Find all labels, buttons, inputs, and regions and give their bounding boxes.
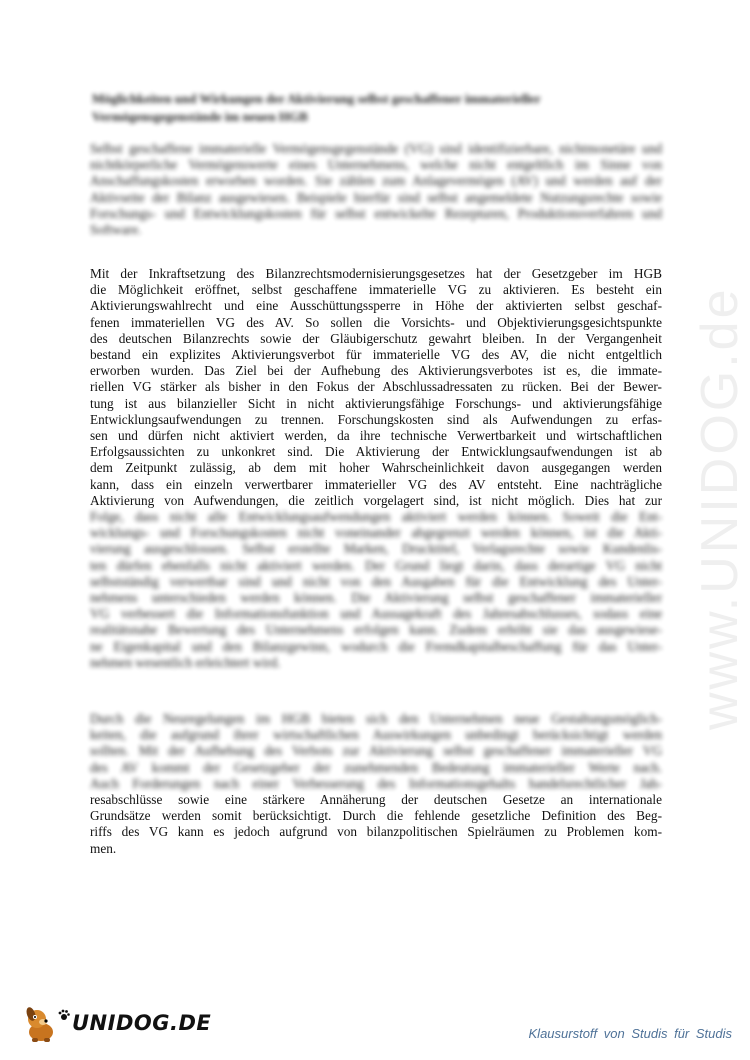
text-line: Mit der Inkraftsetzung des Bilanzrechtsmodernisierungsgesetzes hat der Gesetzgeber im HGB xyxy=(90,266,662,281)
text-line: Entwicklungsaufwendungen zu trennen. Forschungskosten sind als Aufwendungen zu erfas- xyxy=(90,411,662,427)
text-line: selbstständig verwertbar sind und nicht von den Ausgaben für die Entwicklung des Unter- xyxy=(90,573,662,589)
paragraph-main xyxy=(90,266,662,671)
paragraph-intro: Selbst geschaffene immaterielle Vermögensgegenstände (VG) sind identifizierbare, nichtmonetäre und nichtkörperliche Vermögenswerte eines Unternehmens, welche nicht entgeltlich im Sinne von Anschaffungskosten erworben worden. Sie zählen zum Anlagevermögen (AV) und werden auf der Aktivseite der Bilanz ausgewiesen. Beispiele hierfür sind selbst angemeldete Nutzungsrechte sowie Forschungs- und Entwicklungskosten für selbst entwickelte Rezepturen, Produktionsverfahren und Software. xyxy=(90,141,662,238)
text-line: realitätsnahe Bewertung des Unternehmens erfolgen kann. Zudem erhöht sie das ausgewiese- xyxy=(90,622,662,638)
paw-print-icon xyxy=(58,1009,70,1021)
text-line: men. xyxy=(90,840,117,856)
blurred-text-block xyxy=(90,711,662,792)
text-line: die Möglichkeit eröffnet, selbst geschaffene immaterielle VG zu aktivieren. Es besteht ein xyxy=(90,282,662,298)
paragraph-conclusion xyxy=(90,711,662,857)
text-line: des deutschen Bilanzrechts sowie der Gläubigerschutz gewahrt bleiben. In der Vergangenheit xyxy=(90,330,662,346)
text-line: ten dürfen ebenfalls nicht aktiviert werden. Der Grund liegt darin, dass derartige VG nicht xyxy=(90,557,662,573)
footer-tagline: Klausurstoff von Studis für Studis xyxy=(528,1026,732,1041)
dog-mascot-icon xyxy=(22,1002,60,1044)
text-line: resabschlüsse sowie eine stärkere Annäherung der deutschen Gesetze an internationale xyxy=(90,792,662,808)
text-line: vierung ausgeschlossen. Selbst erstellte Marken, Drucktitel, Verlagsrechte sowie Kundenlis- xyxy=(90,541,662,557)
text-line: Auch Forderungen nach einer Verbesserung des Informationsgehalts handelsrechtlicher Jah- xyxy=(90,775,662,791)
text-line: Aktivierungswahlrecht und eine Ausschüttungssperre in Höhe der aktivierten selbst geschaf- xyxy=(90,298,662,314)
text-line: kann, dass ein einzeln verwertbarer immaterieller VG des AV entsteht. Eine nachträgliche xyxy=(90,476,662,492)
watermark: www.UNIDOG.de xyxy=(691,286,749,730)
text-line: VG verbessert die Informationsfunktion und Aussagekraft des Jahresabschlusses, sodass eine xyxy=(90,606,662,622)
document-heading: Möglichkeiten und Wirkungen der Aktivierung selbst geschaffener immaterieller Vermögensgegenstände im neuen HGB xyxy=(92,91,541,124)
text-line: riellen VG stärker als bisher in den Fokus der Abschlussadressaten zu rücken. Bei der Bewer- xyxy=(90,379,662,395)
text-line: nehmens unterschieden werden können. Die Aktivierung selbst geschaffener immaterieller xyxy=(90,590,662,606)
text-line: dem Zeitpunkt zulässig, ab dem mit hoher Wahrscheinlichkeit davon ausgegangen werden xyxy=(90,460,662,476)
text-line: sollten. Mit der Aufhebung des Verbots zur Aktivierung selbst geschaffener immaterieller VG xyxy=(90,743,662,759)
text-line: fenen immateriellen VG des AV. So sollen die Vorsichts- und Objektivierungsgesichtspunkte xyxy=(90,314,662,330)
text-line: tung ist aus bilanzieller Sicht in nicht aktivierungsfähige Forschungs- und aktivierungsfähige xyxy=(90,395,662,411)
text-line: bestand ein explizites Aktivierungsverbot für immaterielle VG des AV, die nicht entgeltlich xyxy=(90,347,662,363)
blurred-text-block xyxy=(90,509,662,671)
text-line: Aktivierung von Aufwendungen, die zeitlich vorgelagert sind, ist nicht möglich. Dies hat zur xyxy=(90,492,662,508)
text-line: nehmen wesentlich erleichtert wird. xyxy=(90,654,281,670)
text-line: sen und dürfen nicht aktiviert werden, da ihre technische Verwertbarkeit und wirtschaftlichen xyxy=(90,428,662,444)
logo-text: UNIDOG.DE xyxy=(72,1011,212,1035)
text-line: Erfolgsaussichten zu unkonkret sind. Die Aktivierung der Entwicklungsaufwendungen ist ab xyxy=(90,444,662,460)
text-line: ne Eigenkapital und den Bilanzgewinn, wodurch die Fremdkapitalbeschaffung für das Unter- xyxy=(90,638,662,654)
unidog-logo[interactable] xyxy=(22,1002,211,1044)
text-line: Folge, dass nicht alle Entwicklungsaufwendungen aktiviert werden können. Soweit die Ent- xyxy=(90,509,662,525)
text-line: Grundsätze werden somit berücksichtigt. Durch die fehlende gesetzliche Definition des Beg- xyxy=(90,808,662,824)
text-line: riffs des VG kann es jedoch aufgrund von bilanzpolitischen Spielräumen zu Problemen kom- xyxy=(90,824,662,840)
text-line: keiten, die aufgrund ihrer wirtschaftlichen Auswirkungen unbedingt berücksichtigt werden xyxy=(90,727,662,743)
text-line: erworben wurden. Das Ziel bei der Aufhebung des Aktivierungsverbotes ist es, die immate- xyxy=(90,363,662,379)
text-line: des AV kommt der Gesetzgeber der zunehmenden Bedeutung immaterieller Werte nach. xyxy=(90,759,662,775)
text-line: Durch die Neuregelungen im HGB bieten sich den Unternehmen neue Gestaltungsmöglich- xyxy=(90,711,662,726)
text-line: wicklungs- und Forschungskosten nicht voneinander abgegrenzt werden können, ist die Akti- xyxy=(90,525,662,541)
